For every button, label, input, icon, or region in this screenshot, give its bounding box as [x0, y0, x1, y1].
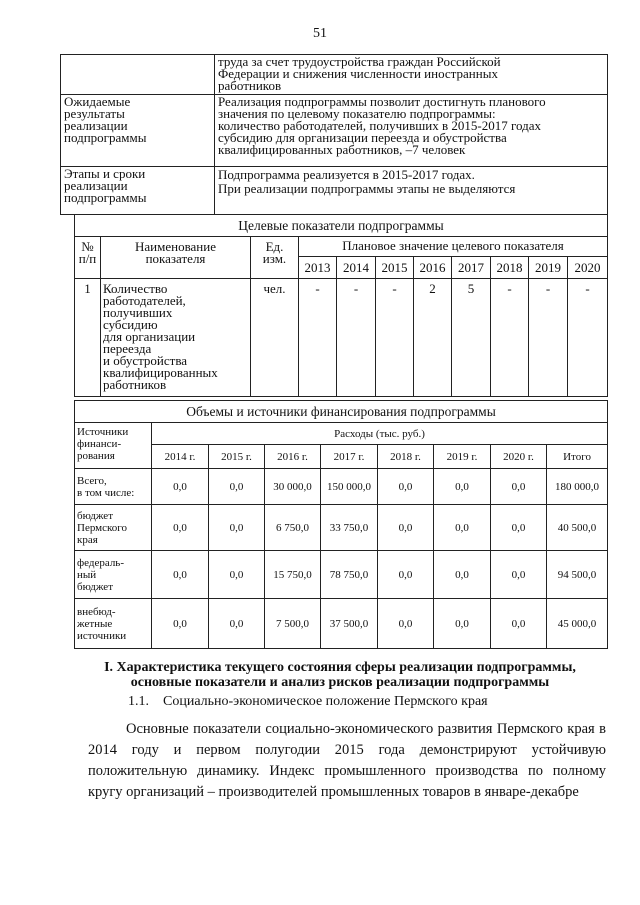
finance-cell: 40 500,0 — [547, 505, 608, 551]
passport-value: труда за счет трудоустройства граждан Российской Федерации и снижения численности иностранных работников — [215, 55, 608, 95]
targets-row-value: 2 — [414, 279, 452, 397]
finance-year: 2020 г. — [491, 445, 547, 469]
targets-col-unit: Ед. изм. — [251, 237, 299, 279]
targets-row-value: - — [568, 279, 608, 397]
table-row — [75, 279, 608, 397]
targets-table — [74, 214, 608, 397]
targets-row-value: - — [299, 279, 337, 397]
finance-year: 2017 г. — [321, 445, 378, 469]
finance-cell: 78 750,0 — [321, 551, 378, 599]
targets-col-num: № п/п — [75, 237, 101, 279]
finance-cell: 0,0 — [152, 505, 209, 551]
passport-value: Реализация подпрограммы позволит достигнуть планового значения по целевому показателю подпрограммы: количество работодателей, получивших в 2015-2017 годах субсидию для организации переезда и обустройства квалифицированных работников, –7 человек — [215, 95, 608, 167]
targets-year: 2017 — [452, 257, 491, 279]
finance-cell: 0,0 — [152, 469, 209, 505]
finance-cell: 6 750,0 — [265, 505, 321, 551]
targets-year: 2014 — [337, 257, 376, 279]
targets-row-value: 5 — [452, 279, 491, 397]
finance-cell: 7 500,0 — [265, 599, 321, 649]
passport-label — [61, 55, 215, 95]
finance-cell: 37 500,0 — [321, 599, 378, 649]
finance-row-source: бюджет Пермского края — [75, 505, 152, 551]
finance-cell: 0,0 — [152, 551, 209, 599]
targets-year: 2019 — [529, 257, 568, 279]
finance-cell: 0,0 — [491, 469, 547, 505]
finance-cell: 0,0 — [209, 551, 265, 599]
finance-row-source: внебюд- жетные источники — [75, 599, 152, 649]
targets-row-value: - — [337, 279, 376, 397]
targets-row-value: - — [376, 279, 414, 397]
finance-year: 2015 г. — [209, 445, 265, 469]
finance-cell: 0,0 — [378, 551, 434, 599]
targets-year: 2016 — [414, 257, 452, 279]
targets-year: 2020 — [568, 257, 608, 279]
finance-year: Итого — [547, 445, 608, 469]
finance-year: 2018 г. — [378, 445, 434, 469]
subsection-text: Социально-экономическое положение Пермского края — [163, 694, 488, 709]
targets-row-num: 1 — [75, 279, 101, 397]
targets-year: 2018 — [491, 257, 529, 279]
targets-row-name: Количество работодателей, получивших субсидию для организации переезда и обустройства квалифицированных работников — [101, 279, 251, 397]
passport-table — [60, 54, 608, 215]
table-row — [75, 505, 608, 551]
finance-cell: 0,0 — [434, 551, 491, 599]
passport-label: Этапы и сроки реализации подпрограммы — [61, 167, 215, 215]
finance-cell: 15 750,0 — [265, 551, 321, 599]
finance-cell: 0,0 — [491, 599, 547, 649]
finance-row-source: федераль- ный бюджет — [75, 551, 152, 599]
table-row — [75, 551, 608, 599]
passport-value: Подпрограмма реализуется в 2015-2017 годах. При реализации подпрограммы этапы не выделяются — [215, 167, 608, 215]
finance-cell: 0,0 — [209, 505, 265, 551]
finance-cell: 33 750,0 — [321, 505, 378, 551]
targets-year: 2013 — [299, 257, 337, 279]
finance-cell: 0,0 — [378, 599, 434, 649]
finance-cell: 150 000,0 — [321, 469, 378, 505]
finance-cell: 0,0 — [209, 599, 265, 649]
finance-cell: 30 000,0 — [265, 469, 321, 505]
finance-table — [74, 400, 608, 649]
finance-cell: 94 500,0 — [547, 551, 608, 599]
subsection-number: 1.1. — [128, 694, 149, 709]
targets-year: 2015 — [376, 257, 414, 279]
page-number: 51 — [313, 26, 327, 41]
subsection-title — [128, 694, 502, 710]
finance-cell: 180 000,0 — [547, 469, 608, 505]
finance-cell: 0,0 — [434, 599, 491, 649]
finance-year: 2019 г. — [434, 445, 491, 469]
table-row — [75, 469, 608, 505]
finance-cell: 0,0 — [152, 599, 209, 649]
finance-cell: 0,0 — [491, 551, 547, 599]
passport-row — [61, 167, 608, 215]
finance-title: Объемы и источники финансирования подпрограммы — [75, 401, 608, 423]
finance-cell: 0,0 — [434, 505, 491, 551]
finance-cell: 45 000,0 — [547, 599, 608, 649]
section-heading: I. Характеристика текущего состояния сферы реализации подпрограммы, основные показатели и анализ рисков реализации подпрограммы — [104, 660, 576, 690]
finance-cell: 0,0 — [378, 505, 434, 551]
targets-row-value: - — [529, 279, 568, 397]
targets-row-value: - — [491, 279, 529, 397]
passport-row — [61, 55, 608, 95]
finance-row-source: Всего, в том числе: — [75, 469, 152, 505]
targets-row-unit: чел. — [251, 279, 299, 397]
body-paragraph: Основные показатели социально-экономического развития Пермского края в 2014 году и первом полугодии 2015 года демонстрируют устойчивую положительную динамику. Индекс промышленного производства по полному кругу организаций – производителей промышленных товаров в январе-декабре — [88, 721, 606, 800]
finance-year: 2014 г. — [152, 445, 209, 469]
table-row — [75, 599, 608, 649]
finance-cell: 0,0 — [209, 469, 265, 505]
finance-cell: 0,0 — [378, 469, 434, 505]
targets-title: Целевые показатели подпрограммы — [75, 215, 608, 237]
passport-row — [61, 95, 608, 167]
finance-col-expenses: Расходы (тыс. руб.) — [152, 423, 608, 445]
finance-cell: 0,0 — [491, 505, 547, 551]
finance-col-source: Источники финанси- рования — [75, 423, 152, 469]
targets-col-name: Наименование показателя — [101, 237, 251, 279]
targets-col-plan: Плановое значение целевого показателя — [299, 237, 608, 257]
finance-cell: 0,0 — [434, 469, 491, 505]
finance-year: 2016 г. — [265, 445, 321, 469]
passport-label: Ожидаемые результаты реализации подпрограммы — [61, 95, 215, 167]
